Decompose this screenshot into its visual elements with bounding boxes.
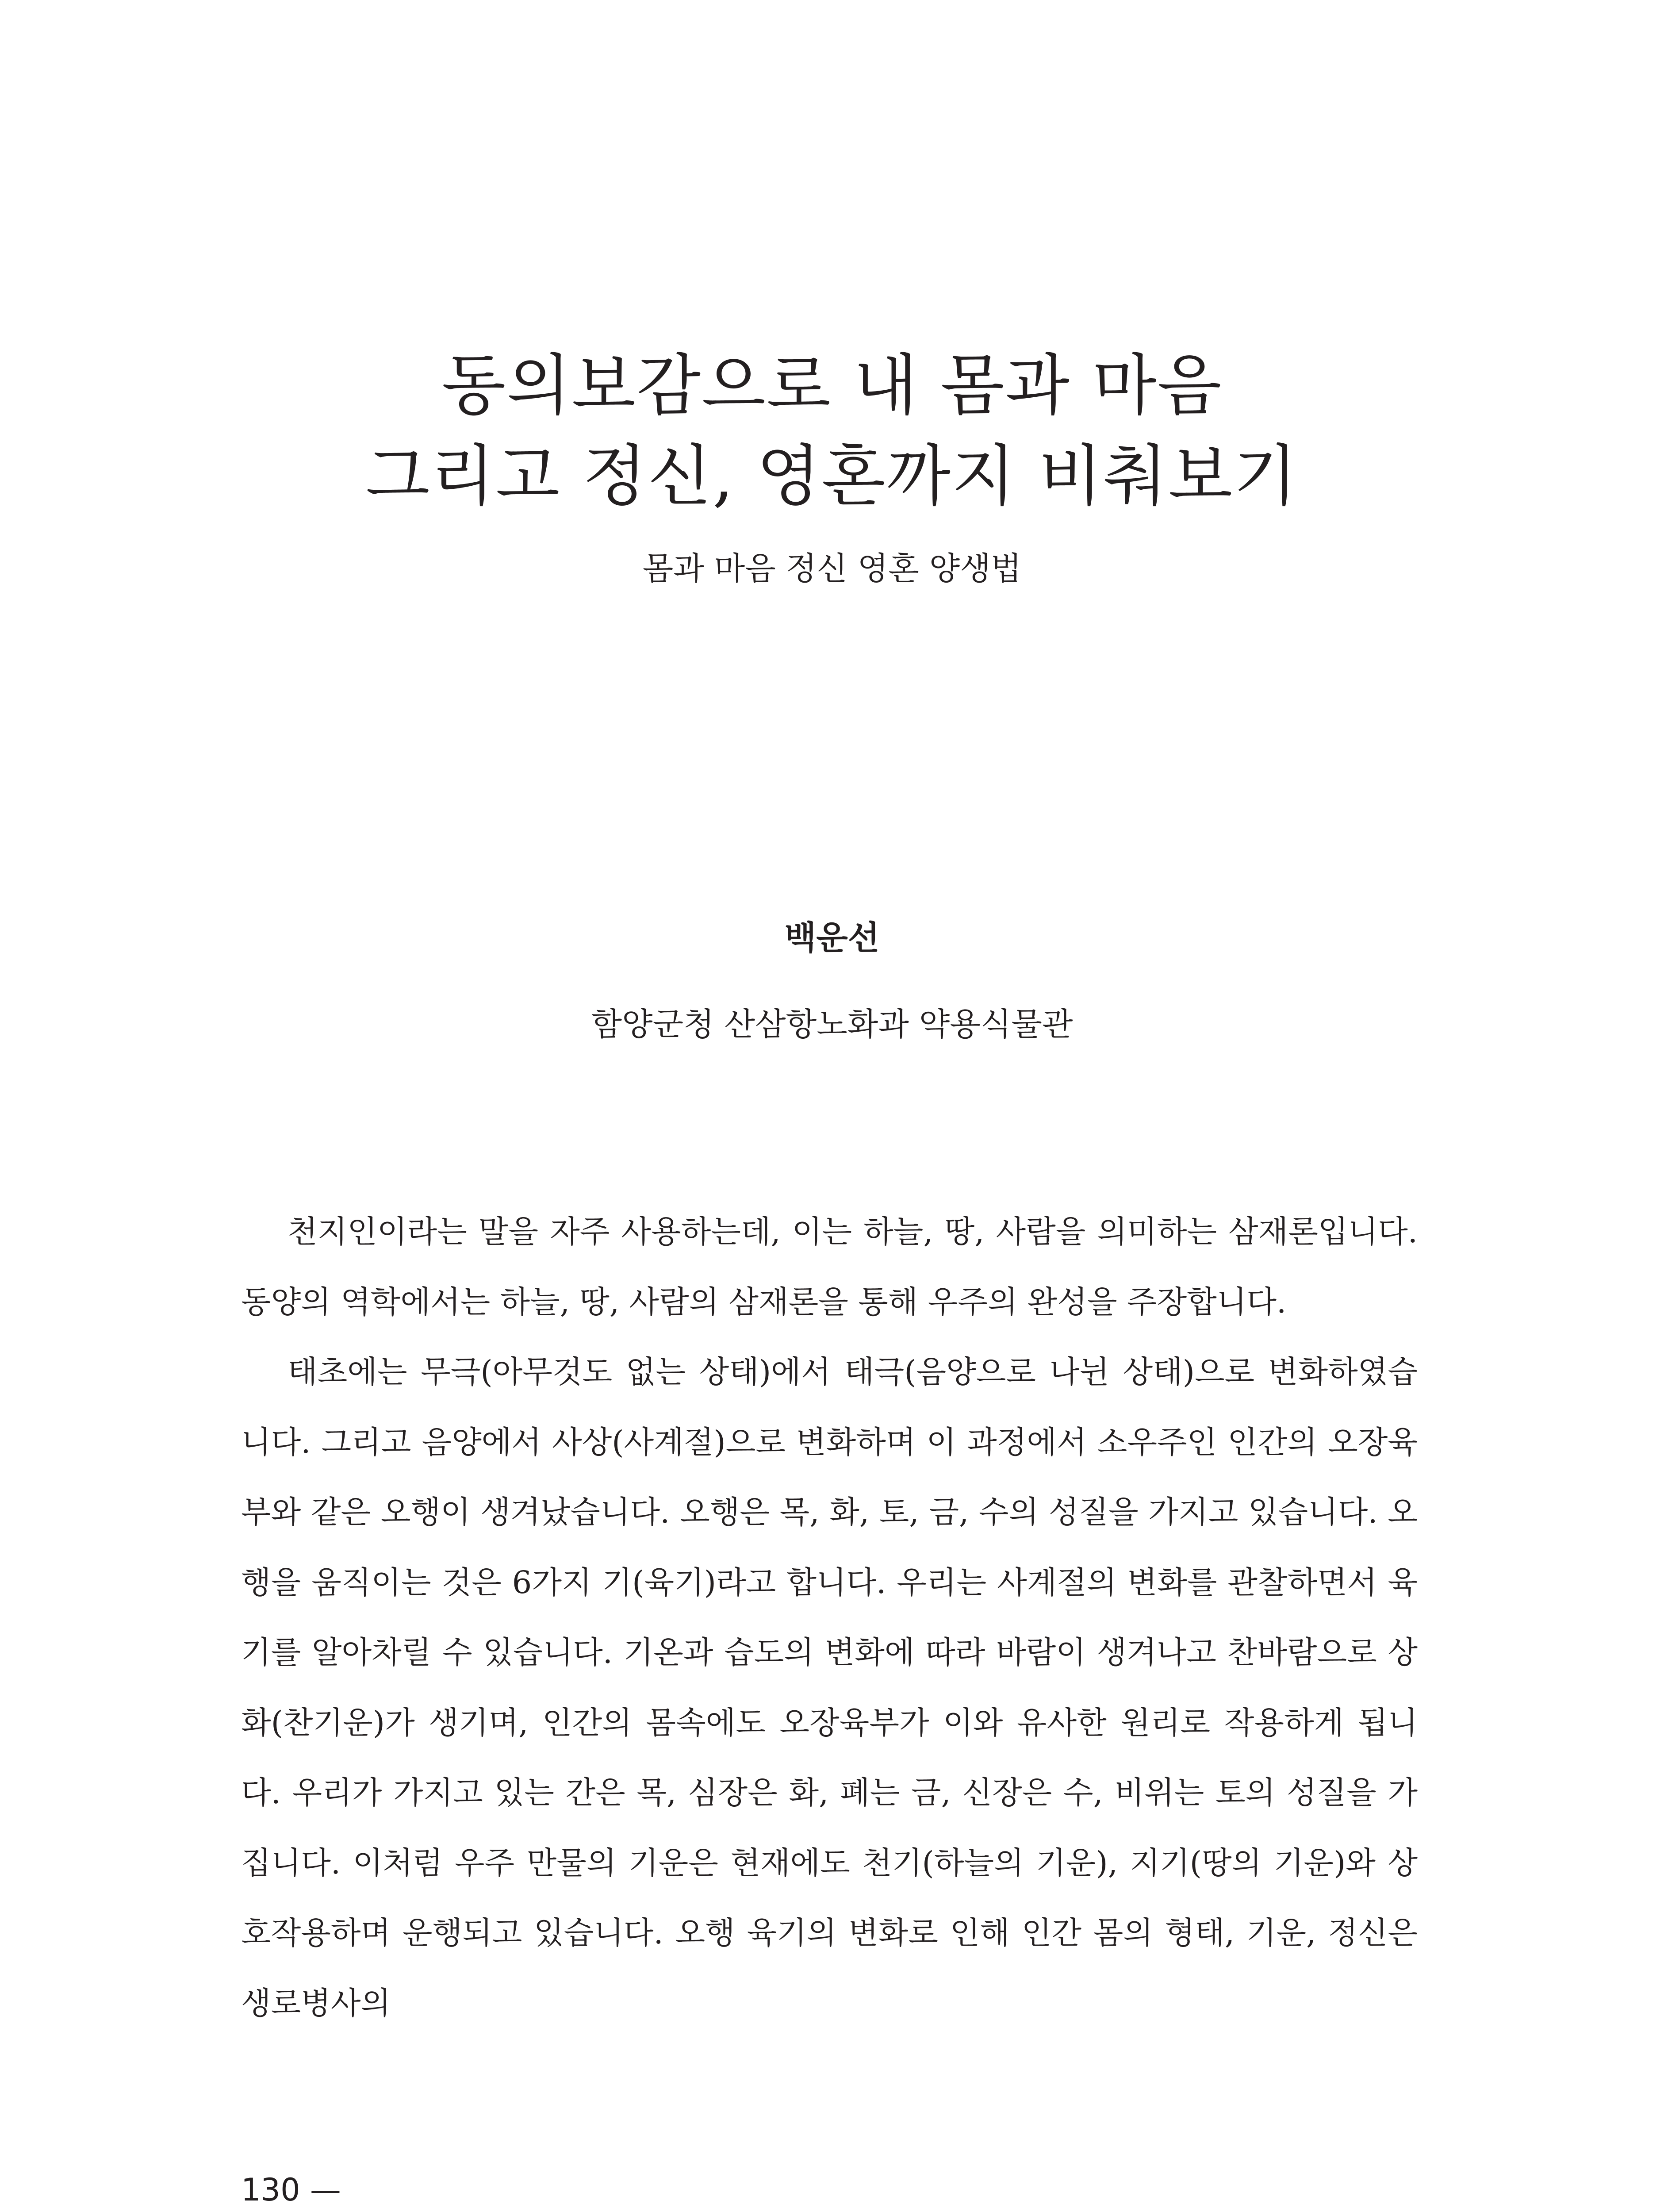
- page-title-line-2: 그리고 정신, 영혼까지 비춰보기: [365, 438, 1299, 515]
- page-subtitle: 몸과 마음 정신 영혼 양생법: [642, 550, 1022, 587]
- page-number: 130 —: [241, 2172, 341, 2208]
- page-title-line-1: 동의보감으로 내 몸과 마음: [441, 347, 1223, 424]
- body-paragraph-2: 태초에는 무극(아무것도 없는 상태)에서 태극(음양으로 나뉜 상태)으로 변화하였습니다. 그리고 음양에서 사상(사계절)으로 변화하며 이 과정에서 소우주인 인간의 오장육부와 같은 오행이 생겨났습니다. 오행은 목, 화, 토, 금, 수의 성질을 가지고 있습니다. 오행을 움직이는 것은 6가지 기(육기)라고 합니다. 우리는 사계절의 변화를 관찰하면서 육기를 알아차릴 수 있습니다. 기온과 습도의 변화에 따라 바람이 생겨나고 찬바람으로 상화(찬기운)가 생기며, 인간의 몸속에도 오장육부가 이와 유사한 원리로 작용하게 됩니다. 우리가 가지고 있는 간은 목, 심장은 화, 폐는 금, 신장은 수, 비위는 토의 성질을 가집니다. 이처럼 우주 만물의 기운은 현재에도 천기(하늘의 기운), 지기(땅의 기운)와 상호작용하며 운행되고 있습니다. 오행 육기의 변화로 인해 인간 몸의 형태, 기운, 정신은 생로병사의: [241, 1354, 1418, 2021]
- author-block: [0, 916, 1664, 1046]
- author-name: 백운선: [784, 919, 880, 957]
- title-block: [0, 341, 1664, 591]
- body-paragraph-1: 천지인이라는 말을 자주 사용하는데, 이는 하늘, 땅, 사람을 의미하는 삼재론입니다. 동양의 역학에서는 하늘, 땅, 사람의 삼재론을 통해 우주의 완성을 주장합니다.: [241, 1214, 1418, 1320]
- body-text: [241, 1197, 1418, 2038]
- author-affiliation: 함양군청 산삼항노화과 약용식물관: [591, 1006, 1073, 1043]
